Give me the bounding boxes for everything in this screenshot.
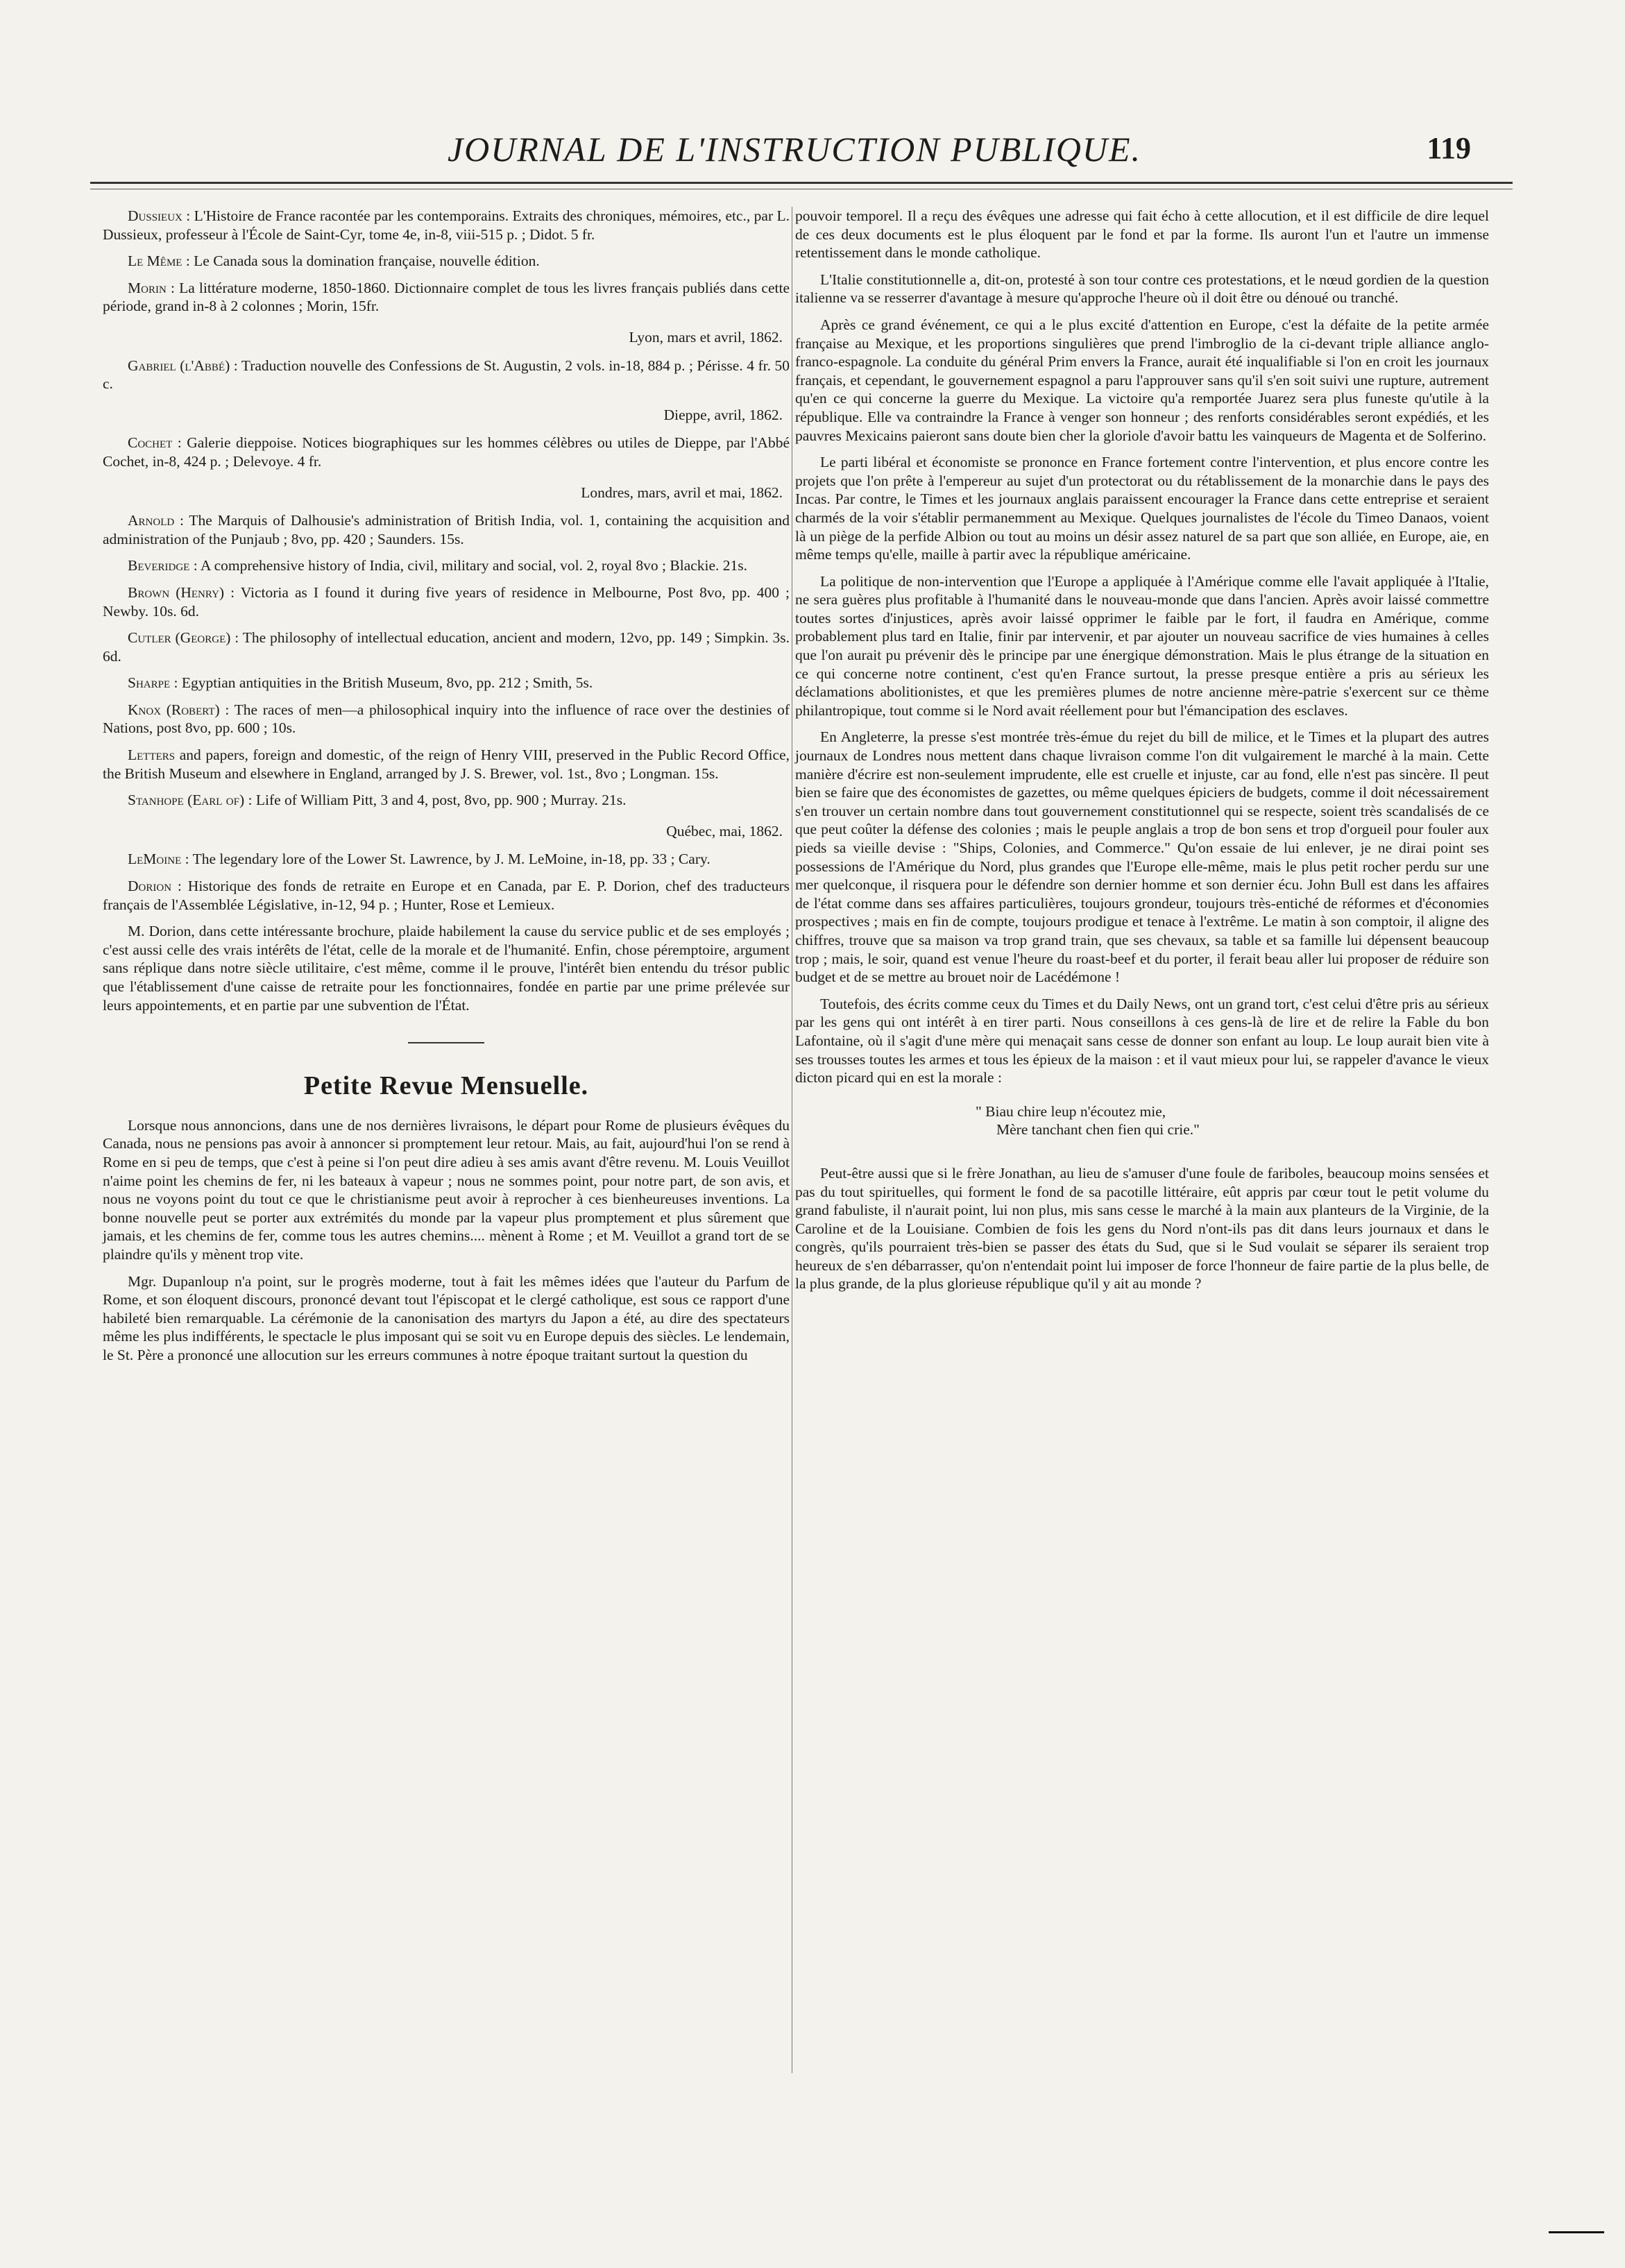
entry-text: : The Marquis of Dalhousie's administration of British India, vol. 1, containing the acquisition and administration of the Punjaub ; 8vo, pp. 420 ; Saunders. 15s. bbox=[103, 512, 790, 547]
place-date-heading: Londres, mars, avril et mai, 1862. bbox=[581, 484, 783, 501]
body-paragraph: En Angleterre, la presse s'est montrée très-émue du rejet du bill de milice, et le Times et la plupart des autres journaux de Londres nous mettent dans chaque livraison comme l'on dit vulgairement le marché à la main. Cette manière d'écrire est non-seulement imprudente, elle est cruelle et injuste, car au fond, elle n'est pas sincère. Il peut bien se faire que des économistes de gazettes, ou même quelques épiciers de budgets, comme il doit nécessairement s'en trouver un certain nombre dans tout gouvernement constitutionnel qui se respecte, soient très scandalisés de ce que peut coûter la défense des colonies ; mais le peuple anglais a trop de bon sens et trop d'orgueil pour fouler aux pieds sa vieille devise : "Ships, Colonies, and Commerce." Qu'on essaie de lui enlever, je ne dirai point ses possessions de l'Amérique du Nord, plus grandes que l'Europe elle-même, mais le plus petit rocher perdu sur une mer quelconque, il risquera pour le défendre son dernier homme et son dernier écu. John Bull est dans les affaires de l'état comme dans ses affaires particulières, toujours grondeur, toujours très-entiché de réformes et d'économies prospectives ; mais en fin de compte, toujours prodigue et tenace à l'extrême. Le matin à son comptoir, il aligne des chiffres, trouve que sa maison va trop grand train, que ses chevaux, sa table et sa famille lui dépensent beaucoup trop ; mais, le soir, quand est venue l'heure du roast-beef et du porter, il ferait beau aller lui proposer de réduire son budget et de se mettre au brouet noir de Lacédémone ! bbox=[795, 728, 1489, 986]
right-column bbox=[795, 207, 1489, 1302]
bibliography-entry bbox=[103, 877, 790, 914]
journal-title: JOURNAL DE L'INSTRUCTION PUBLIQUE. bbox=[447, 130, 1142, 169]
entry-author: Cutler (George) bbox=[128, 629, 231, 647]
body-paragraph: Peut-être aussi que si le frère Jonathan, au lieu de s'amuser d'une foule de fariboles, beaucoup moins sensées et pas du tout spirituelles, qui forment le fond de sa pacotille littéraire, eût appris par cœur tout le petit volume du grand fabuliste, il n'aurait point, lui non plus, mis sans cesse le marché à la main aux planteurs de la Virginie, de la Caroline et de la Louisiane. Combien de fois les gens du Nord n'ont-ils pas dit dans leurs journaux et dans le congrès, qu'ils pourraient très-bien se passer des états du Sud, que si le Sud voulait se séparer ils seraient trop heureux de s'en débarrasser, qu'on n'entendait point lui imposer de force l'honneur de faire partie de la plus belle, de la plus grande, de la plus glorieuse république qu'il y ait au monde ? bbox=[795, 1164, 1489, 1293]
entry-text: : Egyptian antiquities in the British Museum, 8vo, pp. 212 ; Smith, 5s. bbox=[170, 674, 593, 692]
bibliography-entry bbox=[103, 252, 790, 271]
entry-text: : Victoria as I found it during five years of residence in Melbourne, Post 8vo, pp. 400 ; Newby. 10s. 6d. bbox=[103, 583, 790, 620]
entry-author: Knox (Robert) bbox=[128, 701, 220, 718]
place-date-heading: Dieppe, avril, 1862. bbox=[663, 406, 783, 423]
place-date-heading: Québec, mai, 1862. bbox=[666, 822, 783, 839]
page-header bbox=[97, 129, 1492, 185]
entry-author: Letters bbox=[128, 747, 176, 764]
entry-text: : The races of men—a philosophical inquiry into the influence of race over the destinies of Nations, post 8vo, pp. 600 ; 10s. bbox=[103, 701, 790, 737]
page-number: 119 bbox=[1427, 131, 1471, 165]
entry-author: Dorion bbox=[128, 878, 172, 895]
entry-author: Arnold bbox=[128, 512, 175, 529]
entry-author: Morin bbox=[128, 279, 167, 296]
place-date-heading: Lyon, mars et avril, 1862. bbox=[629, 328, 783, 346]
entry-author: Sharpe bbox=[128, 674, 171, 692]
body-paragraph: L'Italie constitutionnelle a, dit-on, protesté à son tour contre ces protestations, et le nœud gordien de la question italienne va se resserrer d'avantage à mesure qu'approche l'heure où il doit être ou dénoué ou tranché. bbox=[795, 271, 1489, 307]
bibliography-entry bbox=[103, 583, 790, 620]
entry-text: : A comprehensive history of India, civil, military and social, vol. 2, royal 8vo ; Blackie. 21s. bbox=[189, 557, 748, 574]
printer-mark bbox=[1549, 2231, 1604, 2240]
verse-line: Mère tanchant chen fien qui crie." bbox=[996, 1121, 1200, 1139]
entry-author: Gabriel (l'Abbé) bbox=[128, 357, 230, 374]
bibliography-entry bbox=[103, 511, 790, 548]
section-separator bbox=[408, 1042, 484, 1043]
body-paragraph: Toutefois, des écrits comme ceux du Times et du Daily News, ont un grand tort, c'est celui d'être pris au sérieux par les gens qui ont intérêt à en tirer parti. Nous conseillons à ces gens-là de lire et de relire la Fable du bon Lafontaine, où il s'agit d'une mère qui menaçait sans cesse de donner son enfant au loup. Le loup aurait bien vite à ses trousses toutes les armes et tous les épieux de la maison : et il vaut mieux pour lui, se rappeler d'avance le vieux dicton picard qui en est la morale : bbox=[795, 995, 1489, 1086]
entry-text: : Historique des fonds de retraite en Europe et en Canada, par E. P. Dorion, chef des traducteurs français de l'Assemblée Législative, in-12, 94 p. ; Hunter, Rose et Lemieux. bbox=[103, 878, 790, 913]
entry-author: Dussieux bbox=[128, 207, 182, 224]
entry-author: Beveridge bbox=[128, 557, 190, 574]
bibliography-entry bbox=[103, 629, 790, 665]
entry-author: LeMoine bbox=[128, 851, 182, 868]
bibliography-entry bbox=[103, 746, 790, 783]
entry-text: : The legendary lore of the Lower St. Lawrence, by J. M. LeMoine, in-18, pp. 33 ; Cary. bbox=[181, 851, 711, 868]
bibliography-entry bbox=[103, 357, 790, 393]
body-paragraph: Lorsque nous annoncions, dans une de nos dernières livraisons, le départ pour Rome de plusieurs évêques du Canada, nous ne pensions pas avoir à annoncer si promptement leur retour. Mais, au fait, aujourd'hui l'on se rend à Rome en si peu de temps, que c'est à peine si l'on peut dire adieu à ses amis avant d'être revenu. M. Louis Veuillot n'aime point les chemins de fer, ni les bateaux à vapeur ; nous ne sommes point, pour notre part, de son avis, et nous ne voyons point du tout ce que le christianisme peut avoir à reprocher à ces bienheureuses inventions. La bonne nouvelle peut se porter aux extrémités du monde par la vapeur plus promptement et plus sûrement que jamais, et les chemins de fer, comme tous les autres chemins.... mènent à Rome ; et M. Veuillot a grand tort de se plaindre qu'ils y mènent trop vite. bbox=[103, 1116, 790, 1263]
verse-quote bbox=[795, 1102, 1489, 1139]
entry-text: : La littérature moderne, 1850-1860. Dictionnaire complet de tous les livres français publiés dans cette période, grand in-8 à 2 colonnes ; Morin, 15fr. bbox=[103, 279, 790, 315]
entry-text: : Traduction nouvelle des Confessions de St. Augustin, 2 vols. in-18, 884 p. ; Périsse. 4 fr. 50 c. bbox=[103, 357, 790, 393]
bibliography-entry bbox=[103, 701, 790, 737]
entry-text: : The philosophy of intellectual education, ancient and modern, 12vo, pp. 149 ; Simpkin. 3s. 6d. bbox=[103, 629, 790, 665]
section-title: Petite Revue Mensuelle. bbox=[303, 1071, 589, 1101]
entry-author: Brown (Henry) bbox=[128, 583, 225, 601]
entry-author: Cochet bbox=[128, 434, 173, 452]
entry-text: and papers, foreign and domestic, of the reign of Henry VIII, preserved in the Public Record Office, the British Museum and elsewhere in England, arranged by J. S. Brewer, vol. 1st., 8vo ; Longman. 15s. bbox=[103, 747, 790, 782]
entry-text: : Galerie dieppoise. Notices biographiques sur les hommes célèbres ou utiles de Dieppe, par l'Abbé Cochet, in-8, 424 p. ; Delevoye. 4 fr. bbox=[103, 434, 790, 470]
entry-author: Le Même bbox=[128, 253, 182, 270]
bibliography-entry bbox=[103, 434, 790, 470]
body-paragraph: La politique de non-intervention que l'Europe a appliquée à l'Amérique comme elle l'avait appliquée à l'Italie, ne sera guères plus profitable à l'humanité dans le nouveau-monde que dans l'ancien. Après avoir laissé commettre toutes sortes d'injustices, après avoir laissé opprimer le faible par le fort, il faudra en Amérique, comme probablement plus tard en Italie, finir par intervenir, et par ajouter un nouveau sacrifice de vies humaines à celles que l'on aurait pu prévenir dès le principe par une énergique démonstration. Mais le plus étrange de la situation en ce qui concerne notre continent, c'est qu'en France surtout, la presse presque entière a pris au sérieux les déclamations abolitionistes, et que les premières plumes de notre ancienne mère-patrie s'exercent sur ce thème philantropique, tout comme si le Nord avait réellement pour but l'émancipation des esclaves. bbox=[795, 572, 1489, 719]
entry-text: : L'Histoire de France racontée par les contemporains. Extraits des chroniques, mémoires, etc., par L. Dussieux, professeur à l'École de Saint-Cyr, tome 4e, in-8, viii-515 p. ; Didot. 5 fr. bbox=[103, 207, 790, 243]
review-paragraph: M. Dorion, dans cette intéressante brochure, plaide habilement la cause du service public et de ses employés ; c'est aussi celle des vrais intérêts de l'état, celle de la morale et de l'humanité. Enfin, chose péremptoire, argument sans réplique dans notre siècle utilitaire, c'est même, comme il le prouve, l'intérêt bien entendu du trésor public que l'établissement d'une caisse de retraite pour les fonctionnaires, fondée en partie par une prime prélevée sur leurs appointements, et en partie par une subvention de l'État. bbox=[103, 923, 790, 1014]
entry-author: Stanhope (Earl of) bbox=[128, 792, 245, 809]
body-paragraph: pouvoir temporel. Il a reçu des évêques une adresse qui fait écho à cette allocution, et il est difficile de dire lequel de ces deux documents est le plus éloquent par le fond et par la forme. Ils auront l'un et l'autre un immense retentissement dans le monde catholique. bbox=[795, 207, 1489, 262]
bibliography-entry bbox=[103, 279, 790, 316]
entry-text: : Le Canada sous la domination française, nouvelle édition. bbox=[182, 253, 540, 270]
left-column bbox=[103, 207, 790, 1373]
body-paragraph: Mgr. Dupanloup n'a point, sur le progrès moderne, tout à fait les mêmes idées que l'auteur du Parfum de Rome, et son éloquent discours, prononcé devant tout l'épiscopat et le clergé catholique, est sous ce rapport d'une habileté bien remarquable. La cérémonie de la canonisation des martyrs du Japon a été, au dire des spectateurs même les plus indifférents, le spectacle le plus imposant qui se soit vu en Europe depuis des siècles. Le lendemain, le St. Père a prononcé une allocution sur les erreurs communes à notre époque traitant surtout la question du bbox=[103, 1272, 790, 1363]
body-paragraph: Après ce grand événement, ce qui a le plus excité d'attention en Europe, c'est la défaite de la petite armée française au Mexique, et les proportions singulières que prend l'imbroglio de la ci-devant triple alliance anglo-franco-espagnole. La conduite du général Prim envers la France, aurait été inqualifiable si l'on en croit les journaux français, et cependant, le gouvernement espagnol a paru l'approuver sans qu'il s'en soit suivi une rupture, autrement qu'en ce qui concerne la guerre du Mexique. La victoire qu'a remportée Juarez sera plus funeste qu'utile à la république. Elle va contraindre la France à venger son honneur ; des renforts considérables seront expédiés, et les pauvres Mexicains paieront sans doute bien cher la gloriole d'avoir battu les vainqueurs de Magenta et de Solferino. bbox=[795, 316, 1489, 444]
bibliography-entry bbox=[103, 674, 790, 692]
bibliography-entry bbox=[103, 556, 790, 575]
bibliography-entry bbox=[103, 850, 790, 869]
body-paragraph: Le parti libéral et économiste se prononce en France fortement contre l'intervention, et plus encore contre les projets que l'on prête à l'empereur au sujet d'un protectorat ou du rétablissement de la monarchie dans le pays des Incas. Par contre, le Times et les journaux anglais paraissent encourager la France dans cette entreprise et seraient charmés de la voir s'établir permanemment au Mexique. Quelques journalistes de l'école du Timeo Danaos, voient là un piège de la perfide Albion ou tout au moins un désir assez naturel de sa part que son alliée, en Europe, aie, en même temps qu'elle, maille à partir avec la république américaine. bbox=[795, 454, 1489, 563]
verse-line: " Biau chire leup n'écoutez mie, bbox=[976, 1102, 1166, 1120]
bibliography-entry bbox=[103, 207, 790, 244]
entry-text: : Life of William Pitt, 3 and 4, post, 8vo, pp. 900 ; Murray. 21s. bbox=[244, 792, 627, 809]
bibliography-entry bbox=[103, 791, 790, 810]
header-rule bbox=[90, 182, 1513, 184]
